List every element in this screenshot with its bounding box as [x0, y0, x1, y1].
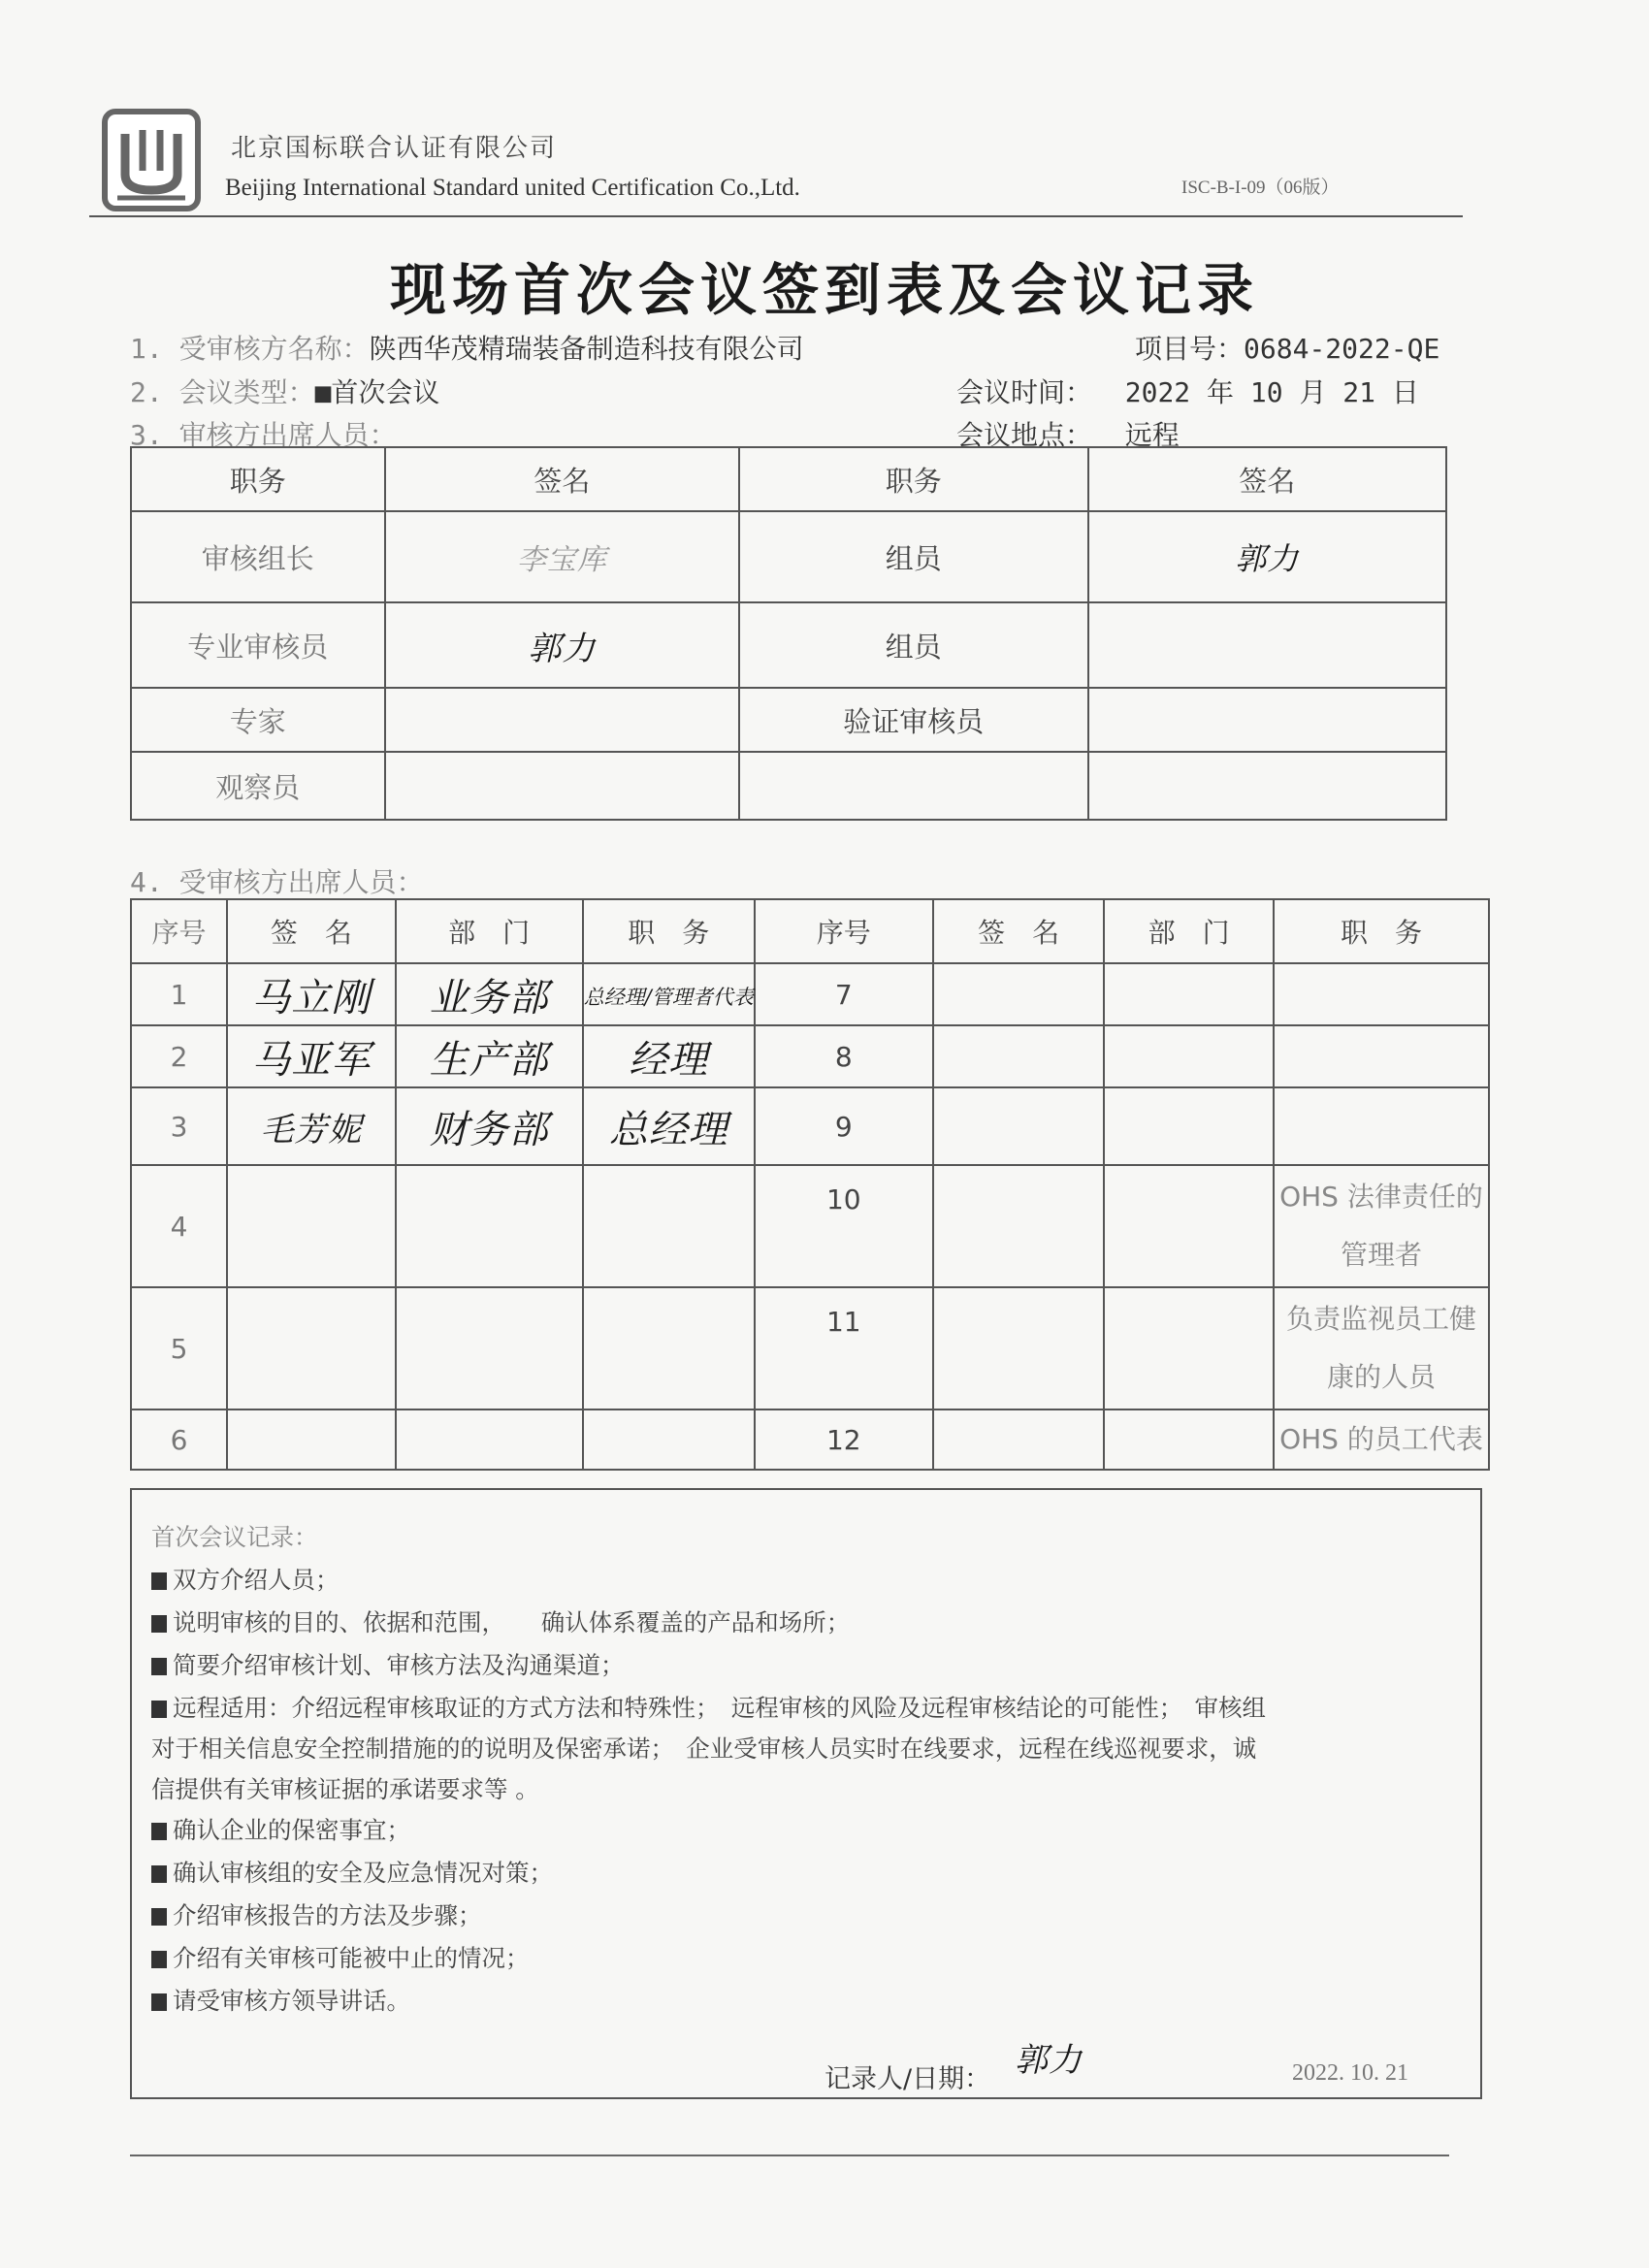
attendee-dept-2 — [1104, 1025, 1274, 1087]
table-header-row — [131, 447, 1446, 511]
auditor-attendees-label: 3. 审核方出席人员： — [130, 419, 397, 451]
table-row — [131, 688, 1446, 752]
header-role: 职 务 — [583, 899, 755, 963]
attendee-dept: 财务部 — [429, 1107, 549, 1152]
auditor-attendance-table — [130, 446, 1447, 821]
attendee-role — [583, 1409, 755, 1470]
attendee-dept — [396, 1165, 583, 1287]
auditee-line — [130, 328, 804, 367]
table-header-row — [131, 899, 1489, 963]
attendee-signature — [227, 1165, 395, 1287]
notes-item — [151, 1562, 340, 1596]
row-no: 2 — [131, 1025, 227, 1087]
document-title: 现场首次会议签到表及会议记录 — [389, 257, 1259, 323]
signature-expert — [385, 688, 740, 752]
header-no-2: 序号 — [755, 899, 933, 963]
checkbox-filled-icon — [151, 1865, 167, 1883]
table-row — [131, 1287, 1489, 1409]
auditee-label: 1. 受审核方名称： — [130, 333, 370, 365]
table-row — [131, 1087, 1489, 1165]
row-no-2: 7 — [755, 963, 933, 1025]
attendee-role-employee-rep: OHS 的员工代表 — [1274, 1409, 1489, 1470]
notes-item-text: 远程适用：介绍远程审核取证的方式方法和特殊性； 远程审核的风险及远程审核结论的可能性； 审核组 — [173, 1694, 1266, 1722]
recorder-signature: 郭力 — [1015, 2041, 1083, 2080]
meeting-time-label: 会议时间： — [956, 376, 1093, 408]
attendee-role-ohs-legal: OHS 法律责任的管理者 — [1274, 1165, 1489, 1287]
table-row — [131, 602, 1446, 688]
row-no-2: 8 — [755, 1025, 933, 1087]
checkbox-filled-icon — [151, 1701, 167, 1718]
row-no-2: 12 — [755, 1409, 933, 1470]
meeting-type-label: 2. 会议类型： — [130, 376, 315, 408]
attendee-dept — [396, 1409, 583, 1470]
header-name-2: 签 名 — [933, 899, 1105, 963]
header-sign-left: 签名 — [385, 447, 740, 511]
row-no: 3 — [131, 1087, 227, 1165]
footer-divider — [130, 2155, 1449, 2156]
project-number-value: 0684-2022-QE — [1244, 333, 1440, 365]
attendee-signature-2 — [933, 1409, 1105, 1470]
notes-item-continued: 信提供有关审核证据的承诺要求等 。 — [151, 1775, 539, 1803]
checkbox-filled-icon — [151, 1908, 167, 1926]
row-no: 4 — [131, 1165, 227, 1287]
role-professional-auditor: 专业审核员 — [131, 602, 385, 688]
attendee-signature: 马亚军 — [251, 1037, 372, 1083]
notes-item — [151, 1812, 410, 1846]
attendee-signature-2 — [933, 1165, 1105, 1287]
attendee-dept — [396, 1287, 583, 1409]
attendee-signature — [227, 1409, 395, 1470]
meeting-place-label: 会议地点： — [956, 419, 1093, 451]
header-sign-right: 签名 — [1088, 447, 1447, 511]
notes-item-text: 确认审核组的安全及应急情况对策； — [173, 1859, 553, 1887]
notes-item — [151, 1647, 625, 1681]
certification-logo-icon — [108, 114, 195, 206]
notes-item — [151, 1604, 850, 1638]
attendee-dept-2 — [1104, 1409, 1274, 1470]
role-verification-auditor: 验证审核员 — [739, 688, 1087, 752]
table-row — [131, 1409, 1489, 1470]
attendee-role-2 — [1274, 1025, 1489, 1087]
project-number-line — [1135, 328, 1439, 367]
signature-blank — [1088, 752, 1447, 820]
notes-item-text: 确认企业的保密事宜； — [173, 1816, 410, 1844]
row-no-2: 10 — [755, 1165, 933, 1287]
table-row — [131, 1025, 1489, 1087]
signature-observer — [385, 752, 740, 820]
meeting-time-line — [956, 372, 1419, 410]
row-no-2: 9 — [755, 1087, 933, 1165]
table-row — [131, 1165, 1489, 1287]
project-number-label: 项目号： — [1135, 333, 1245, 365]
checkbox-filled-icon — [151, 1615, 167, 1633]
checkbox-filled-icon — [151, 1993, 167, 2011]
signature-verification-auditor — [1088, 688, 1447, 752]
attendee-dept-2 — [1104, 1287, 1274, 1409]
attendee-dept-2 — [1104, 1087, 1274, 1165]
recorder-date-label: 记录人/日期： — [824, 2064, 991, 2094]
role-member-2: 组员 — [739, 602, 1087, 688]
header-role-2: 职 务 — [1274, 899, 1489, 963]
attendee-signature: 毛芳妮 — [260, 1110, 363, 1150]
table-row — [131, 752, 1446, 820]
header-role-left: 职务 — [131, 447, 385, 511]
notes-heading: 首次会议记录： — [151, 1523, 318, 1551]
header-no: 序号 — [131, 899, 227, 963]
meeting-notes-box — [130, 1488, 1482, 2099]
attendee-role-2 — [1274, 1087, 1489, 1165]
attendee-role: 总经理 — [608, 1107, 728, 1152]
auditee-attendees-label — [130, 861, 424, 900]
company-logo — [102, 109, 201, 211]
header-dept-2: 部 门 — [1104, 899, 1274, 963]
attendee-role — [583, 1165, 755, 1287]
company-name-en: Beijing International Standard united Certification Co.,Ltd. — [225, 175, 800, 201]
attendee-dept-2 — [1104, 1165, 1274, 1287]
notes-item — [151, 1897, 482, 1931]
attendee-dept: 业务部 — [429, 975, 549, 1021]
table-row — [131, 963, 1489, 1025]
table-row — [131, 511, 1446, 602]
attendee-role-2 — [1274, 963, 1489, 1025]
attendee-role: 经理 — [629, 1037, 709, 1083]
signature-team-leader: 李宝库 — [516, 543, 607, 577]
notes-item — [151, 1855, 553, 1889]
row-no: 1 — [131, 963, 227, 1025]
row-no: 6 — [131, 1409, 227, 1470]
notes-item — [151, 1983, 410, 2017]
signature-member: 郭力 — [1235, 540, 1300, 577]
attendee-role — [583, 1287, 755, 1409]
role-member: 组员 — [739, 511, 1087, 602]
role-blank — [739, 752, 1087, 820]
attendee-role: 总经理/管理者代表 — [583, 985, 754, 1009]
notes-item-text: 请受审核方领导讲话。 — [173, 1987, 410, 2015]
recorder-date-value: 2022. 10. 21 — [1292, 2060, 1408, 2086]
attendee-dept: 生产部 — [429, 1037, 549, 1083]
attendee-signature — [227, 1287, 395, 1409]
attendee-signature: 马立刚 — [251, 975, 372, 1021]
auditee-attendance-table — [130, 898, 1490, 1471]
notes-item-text: 简要介绍审核计划、审核方法及沟通渠道； — [173, 1651, 625, 1679]
attendee-role-health-monitor: 负责监视员工健康的人员 — [1274, 1287, 1489, 1409]
notes-item — [151, 1940, 530, 1974]
meeting-type-value: ■首次会议 — [314, 376, 440, 408]
meeting-time-value: 2022 年 10 月 21 日 — [1124, 376, 1419, 408]
meeting-place-value: 远程 — [1124, 419, 1180, 451]
checkbox-filled-icon — [151, 1823, 167, 1840]
attendee-dept-2 — [1104, 963, 1274, 1025]
notes-item-continued: 对于相关信息安全控制措施的的说明及保密承诺； 企业受审核人员实时在线要求，远程在线巡视要求，诚 — [151, 1734, 1257, 1763]
notes-item-text: 介绍审核报告的方法及步骤； — [173, 1901, 482, 1929]
role-expert: 专家 — [131, 688, 385, 752]
header-role-right: 职务 — [739, 447, 1087, 511]
header-divider — [89, 215, 1463, 217]
signature-professional-auditor: 郭力 — [528, 629, 597, 668]
meeting-type-line — [130, 372, 439, 410]
checkbox-filled-icon — [151, 1658, 167, 1675]
role-team-leader: 审核组长 — [131, 511, 385, 602]
role-observer: 观察员 — [131, 752, 385, 820]
checkbox-filled-icon — [151, 1951, 167, 1968]
auditee-attendees-text: 4. 受审核方出席人员： — [130, 866, 424, 898]
signature-member-2 — [1088, 602, 1447, 688]
attendee-signature-2 — [933, 1087, 1105, 1165]
company-name-cn: 北京国标联合认证有限公司 — [231, 134, 558, 163]
row-no: 5 — [131, 1287, 227, 1409]
notes-item-text: 介绍有关审核可能被中止的情况； — [173, 1944, 530, 1972]
notes-item-text: 说明审核的目的、依据和范围， 确认体系覆盖的产品和场所； — [173, 1608, 851, 1636]
notes-item-text: 双方介绍人员； — [173, 1566, 340, 1594]
notes-item — [151, 1690, 1266, 1724]
attendee-signature-2 — [933, 963, 1105, 1025]
header-dept: 部 门 — [396, 899, 583, 963]
attendee-signature-2 — [933, 1025, 1105, 1087]
checkbox-filled-icon — [151, 1572, 167, 1590]
header-name: 签 名 — [227, 899, 395, 963]
auditee-value: 陕西华茂精瑞装备制造科技有限公司 — [369, 333, 804, 365]
form-code: ISC-B-I-09（06版） — [1181, 178, 1340, 198]
row-no-2: 11 — [755, 1287, 933, 1409]
attendee-signature-2 — [933, 1287, 1105, 1409]
